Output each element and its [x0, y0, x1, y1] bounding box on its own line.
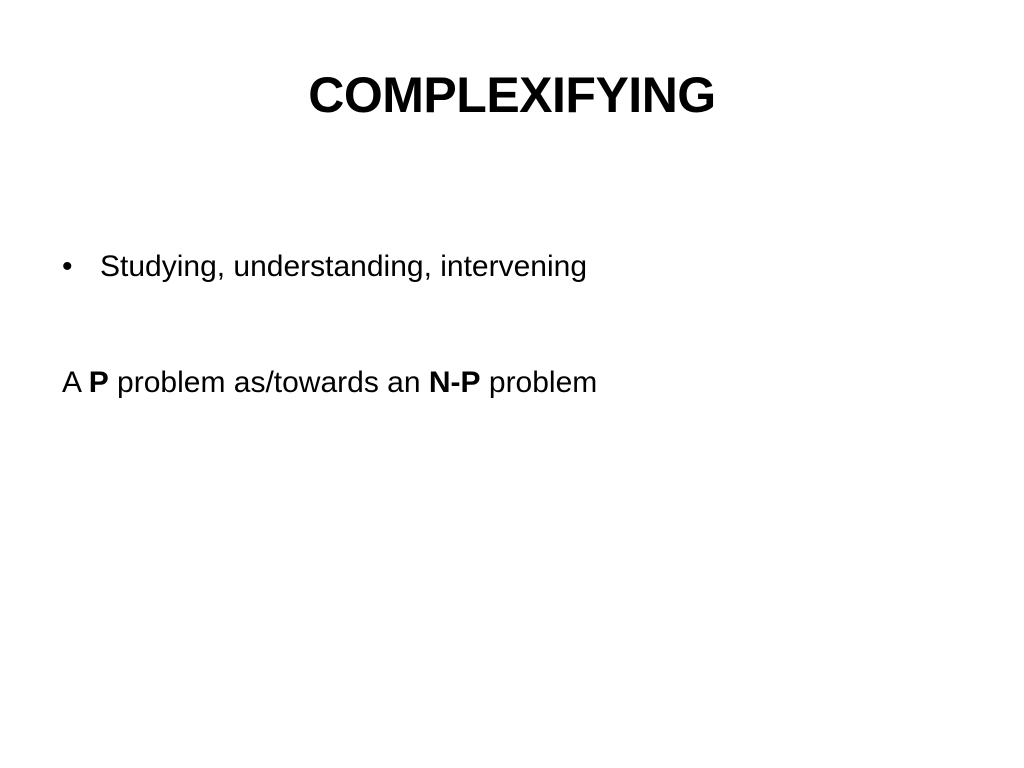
statement-bold-np: N-P	[428, 366, 481, 399]
statement-part-1: A	[62, 366, 89, 399]
bullet-text: Studying, understanding, intervening	[100, 250, 588, 283]
statement-line	[62, 362, 597, 404]
bullet-item	[62, 246, 587, 288]
bullet-list	[62, 246, 587, 288]
statement-part-2: problem as/towards an	[108, 366, 429, 399]
statement-bold-p: P	[88, 366, 109, 399]
slide-title: COMPLEXIFYING	[308, 67, 716, 123]
statement-part-3: problem	[480, 366, 598, 399]
bullet-marker: •	[62, 250, 73, 283]
